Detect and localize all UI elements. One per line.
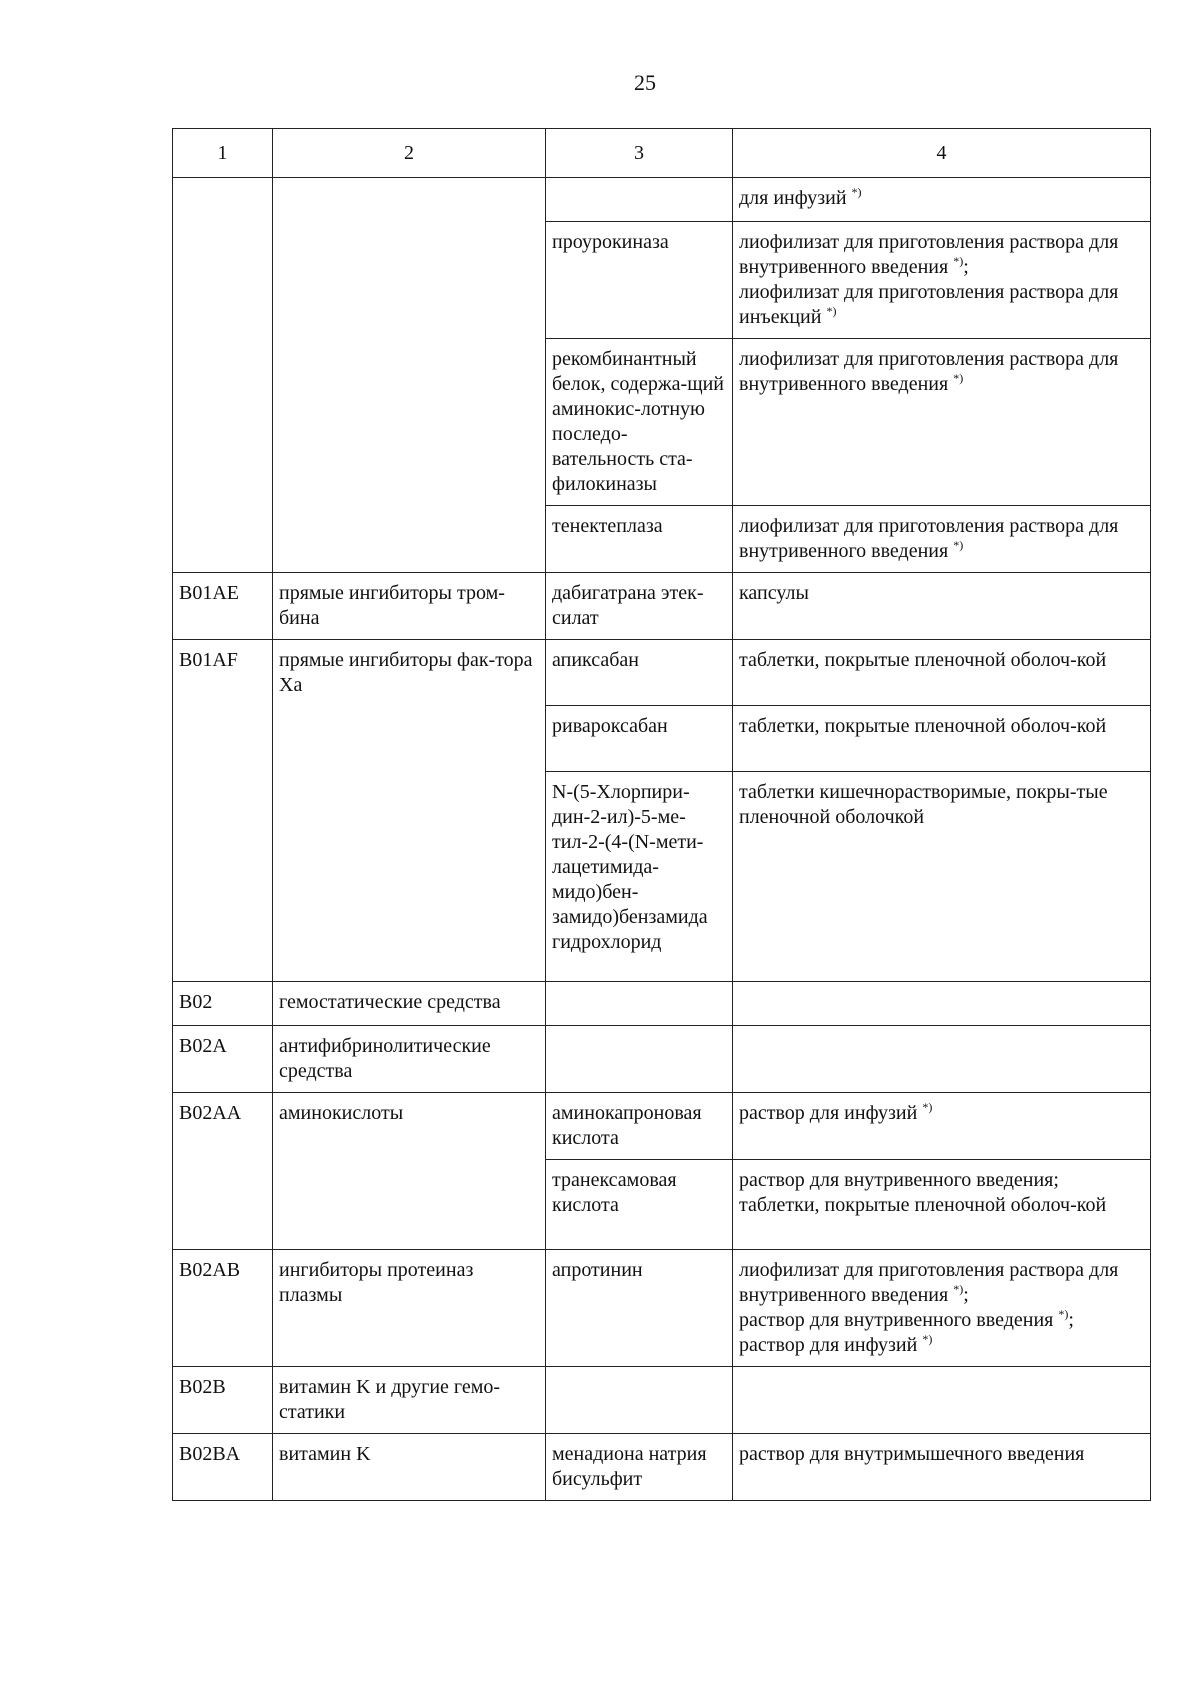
dosage-form-text: лиофилизат для приготовления раствора для внутривенного введения: [739, 515, 1119, 562]
dosage-form-suffix: ;: [963, 1284, 969, 1306]
table-row: [173, 1093, 1151, 1160]
footnote-mark: *): [1058, 1307, 1069, 1321]
footnote-mark: *): [953, 1282, 964, 1296]
group-cell: аминокислоты: [273, 1093, 546, 1250]
substance-cell: аминокапроновая кислота: [546, 1093, 733, 1160]
dosage-form-text: таблетки, покрытые пленочной оболоч-кой: [739, 715, 1107, 737]
dosage-form-text: капсулы: [739, 582, 809, 604]
dosage-form-cell: [733, 1026, 1151, 1093]
table-row: [173, 178, 1151, 222]
substance-cell: [546, 1367, 733, 1434]
substance-cell: [546, 1026, 733, 1093]
dosage-form-text: таблетки, покрытые пленочной оболоч-кой: [739, 1194, 1107, 1216]
atc-code-cell: B02A: [173, 1026, 273, 1093]
atc-code-cell: B02BA: [173, 1434, 273, 1501]
group-cell: ингибиторы протеиназ плазмы: [273, 1250, 546, 1367]
dosage-form-cell: [733, 772, 1151, 982]
table-row: [173, 1026, 1151, 1093]
footnote-mark: *): [953, 254, 964, 268]
atc-code-cell: B01AF: [173, 640, 273, 982]
dosage-form-cell: [733, 640, 1151, 706]
substance-cell: менадиона натрия бисульфит: [546, 1434, 733, 1501]
footnote-mark: *): [922, 1100, 933, 1114]
table-row: [173, 573, 1151, 640]
dosage-form-text: раствор для внутримышечного введения: [739, 1443, 1085, 1465]
atc-code-cell: B02B: [173, 1367, 273, 1434]
dosage-form-text: лиофилизат для приготовления раствора для инъекций: [739, 281, 1119, 328]
substance-cell: N-(5-Хлорпири-дин-2-ил)-5-ме-тил-2-(4-(N-мети-лацетимида-мидо)бен-замидо)бензамида гидрохлорид: [546, 772, 733, 982]
dosage-form-cell: [733, 222, 1151, 339]
group-cell: витамин K: [273, 1434, 546, 1501]
footnote-mark: *): [851, 185, 862, 199]
table-row: [173, 1250, 1151, 1367]
dosage-form-cell: [733, 1434, 1151, 1501]
atc-code-cell: B02: [173, 982, 273, 1026]
dosage-form-text: для инфузий: [739, 187, 852, 209]
dosage-form-text: раствор для инфузий: [739, 1102, 923, 1124]
atc-code-cell: B02AB: [173, 1250, 273, 1367]
dosage-form-cell: [733, 339, 1151, 506]
group-cell: гемостатические средства: [273, 982, 546, 1026]
dosage-form-text: таблетки, покрытые пленочной оболоч-кой: [739, 649, 1107, 671]
footnote-mark: *): [826, 304, 837, 318]
substance-cell: ривароксабан: [546, 706, 733, 772]
group-cell: прямые ингибиторы тром-бина: [273, 573, 546, 640]
atc-code-cell: B01AE: [173, 573, 273, 640]
footnote-mark: *): [953, 538, 964, 552]
atc-code-cell: B02AA: [173, 1093, 273, 1250]
column-header: 3: [546, 129, 733, 178]
substance-cell: транексамовая кислота: [546, 1160, 733, 1250]
table-row: [173, 1367, 1151, 1434]
dosage-form-text: лиофилизат для приготовления раствора для внутривенного введения: [739, 1259, 1119, 1306]
substance-cell: апиксабан: [546, 640, 733, 706]
table-row: [173, 640, 1151, 706]
atc-code-cell: [173, 178, 273, 573]
dosage-form-cell: [733, 1093, 1151, 1160]
dosage-form-cell: [733, 1367, 1151, 1434]
substance-cell: рекомбинантный белок, содержа-щий аминокис-лотную последо-вательность ста-филокиназы: [546, 339, 733, 506]
group-cell: прямые ингибиторы фак-тора Xa: [273, 640, 546, 982]
dosage-form-suffix: ;: [1068, 1309, 1074, 1331]
dosage-form-text: раствор для внутривенного введения;: [739, 1169, 1059, 1191]
substance-cell: апротинин: [546, 1250, 733, 1367]
dosage-form-cell: [733, 573, 1151, 640]
dosage-form-cell: [733, 1250, 1151, 1367]
footnote-mark: *): [953, 371, 964, 385]
substance-cell: проурокиназа: [546, 222, 733, 339]
table-row: [173, 982, 1151, 1026]
column-header: 2: [273, 129, 546, 178]
dosage-form-text: лиофилизат для приготовления раствора для внутривенного введения: [739, 231, 1119, 278]
group-cell: антифибринолитические средства: [273, 1026, 546, 1093]
dosage-form-text: раствор для инфузий: [739, 1334, 923, 1356]
table-row: [173, 1434, 1151, 1501]
substance-cell: дабигатрана этек-силат: [546, 573, 733, 640]
substance-cell: [546, 178, 733, 222]
dosage-form-suffix: ;: [963, 256, 969, 278]
dosage-form-cell: [733, 982, 1151, 1026]
page-number: 25: [634, 70, 656, 95]
dosage-form-cell: [733, 506, 1151, 573]
drug-table: [172, 128, 1151, 1501]
substance-cell: тенектеплаза: [546, 506, 733, 573]
dosage-form-text: таблетки кишечнорастворимые, покры-тые пленочной оболочкой: [739, 781, 1108, 828]
group-cell: [273, 178, 546, 573]
column-header: 4: [733, 129, 1151, 178]
group-cell: витамин K и другие гемо-статики: [273, 1367, 546, 1434]
dosage-form-cell: [733, 178, 1151, 222]
dosage-form-cell: [733, 1160, 1151, 1250]
table-header-row: [173, 129, 1151, 178]
dosage-form-text: раствор для внутривенного введения: [739, 1309, 1059, 1331]
footnote-mark: *): [922, 1332, 933, 1346]
substance-cell: [546, 982, 733, 1026]
dosage-form-cell: [733, 706, 1151, 772]
column-header: 1: [173, 129, 273, 178]
dosage-form-text: лиофилизат для приготовления раствора для внутривенного введения: [739, 348, 1119, 395]
